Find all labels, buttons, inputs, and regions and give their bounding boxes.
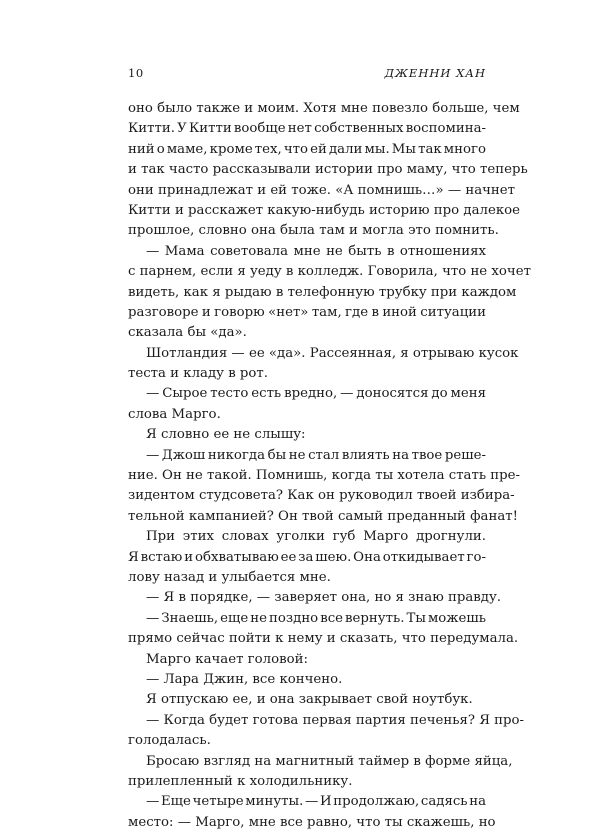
page-number: 10 bbox=[128, 66, 144, 80]
text-line: Китти и расскажет какую-нибудь историю про далекое bbox=[128, 202, 521, 218]
text-line: ний о маме, кроме тех, что ей дали мы. Мы так много bbox=[128, 141, 486, 157]
text-line: ние. Он не такой. Помнишь, когда ты хотела стать пре- bbox=[128, 468, 521, 484]
text-line: прямо сейчас пойти к нему и сказать, что передумала. bbox=[128, 631, 519, 647]
running-head-author: ДЖЕННИ ХАН bbox=[384, 66, 486, 80]
text-line: — Лара Джин, все кончено. bbox=[146, 671, 343, 687]
text-line: они принадлежат и ей тоже. «А помнишь…» — начнет bbox=[128, 182, 516, 198]
text-line: лову назад и улыбается мне. bbox=[128, 569, 331, 585]
text-line: При этих словах уголки губ Марго дрогнули. bbox=[146, 529, 486, 545]
text-line: Бросаю взгляд на магнитный таймер в форме яйца, bbox=[146, 753, 513, 769]
text-line: видеть, как я рыдаю в телефонную трубку при каждом bbox=[128, 284, 517, 300]
text-line: прилепленный к холодильнику. bbox=[128, 773, 353, 789]
text-line: разговоре и говорю «нет» там, где в иной ситуации bbox=[128, 304, 486, 320]
text-line: место: — Марго, мне все равно, что ты скажешь, но bbox=[128, 814, 496, 830]
text-line: Я встаю и обхватываю ее за шею. Она откидывает го- bbox=[128, 549, 486, 565]
text-line: теста и кладу в рот. bbox=[128, 366, 269, 382]
text-line: — Когда будет готова первая партия печенья? Я про- bbox=[146, 712, 525, 728]
text-line: зидентом студсовета? Как он руководил твоей избира- bbox=[128, 488, 515, 504]
text-line: Я отпускаю ее, и она закрывает свой ноутбук. bbox=[146, 692, 473, 708]
running-head bbox=[128, 66, 486, 82]
page-body-text bbox=[128, 99, 531, 833]
text-line: Я словно ее не слышу: bbox=[146, 427, 306, 443]
text-line: — Сырое тесто есть вредно, — доносятся до меня bbox=[146, 386, 486, 402]
text-line: — Джош никогда бы не стал влиять на твое реше- bbox=[146, 447, 486, 463]
text-line: прошлое, словно она была там и могла это помнить. bbox=[128, 223, 499, 239]
text-line: тельной кампанией? Он твой самый преданный фанат! bbox=[128, 508, 518, 524]
text-line: Марго качает головой: bbox=[146, 651, 308, 667]
text-line: — Знаешь, еще не поздно все вернуть. Ты можешь bbox=[146, 610, 486, 626]
text-line: и так часто рассказывали истории про маму, что теперь bbox=[128, 162, 528, 178]
text-line: Шотландия — ее «да». Рассеянная, я отрываю кусок bbox=[146, 345, 519, 361]
text-line: — Я в порядке, — заверяет она, но я знаю правду. bbox=[146, 590, 502, 606]
text-line: Китти. У Китти вообще нет собственных воспомина- bbox=[128, 121, 486, 137]
text-line: с парнем, если я уеду в колледж. Говорила, что не хочет bbox=[128, 264, 531, 280]
text-line: — Мама советовала мне не быть в отношениях bbox=[146, 243, 486, 259]
text-line: оно было также и моим. Хотя мне повезло больше, чем bbox=[128, 101, 520, 116]
text-line: голодалась. bbox=[128, 733, 211, 749]
text-line: — Еще четыре минуты. — И продолжаю, садясь на bbox=[146, 794, 486, 810]
text-line: слова Марго. bbox=[128, 406, 221, 422]
text-line: сказала бы «да». bbox=[128, 325, 247, 341]
